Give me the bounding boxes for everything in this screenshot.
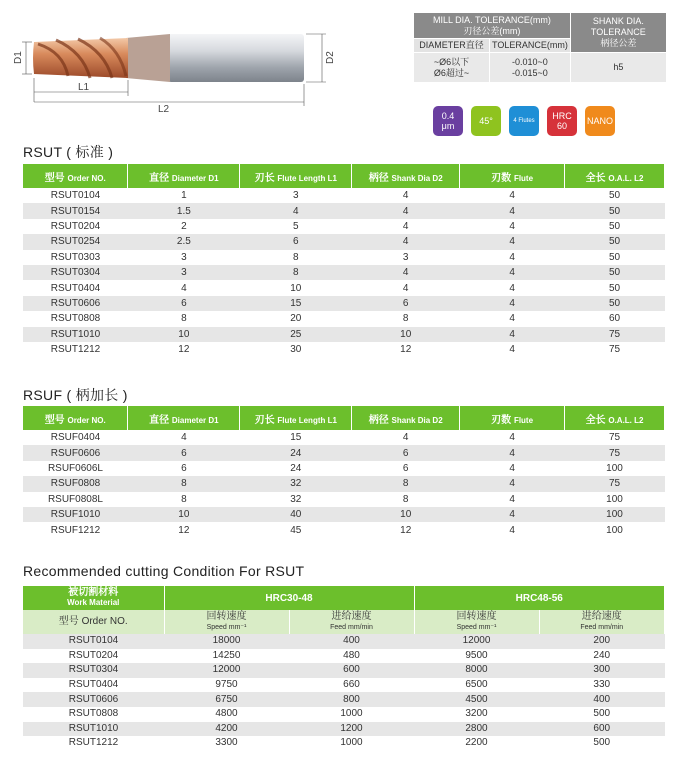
table-cell: 100 <box>565 507 665 522</box>
table-cell: 6 <box>352 296 460 311</box>
table-cell: 600 <box>539 722 665 737</box>
helix-angle-icon <box>471 106 501 136</box>
table-cell: 6 <box>402 462 409 474</box>
table-cell: 4 <box>460 234 565 249</box>
header-cn: 柄径 <box>368 172 389 184</box>
table-cell: 5 <box>293 220 299 232</box>
table-cell: 3 <box>293 190 299 202</box>
table-cell: 12 <box>400 524 412 536</box>
table-row <box>23 234 665 249</box>
table-cell: 100 <box>606 493 623 505</box>
table-row <box>23 342 665 357</box>
header-en: Shank Dia D2 <box>391 415 443 425</box>
table-cell: 4 <box>509 344 515 356</box>
rsut-header-5 <box>565 164 665 188</box>
header-cn: 全长 <box>585 414 606 426</box>
table-cell: RSUT0808 <box>50 313 101 325</box>
tolerance-table <box>413 12 667 83</box>
table-cell: RSUF0606 <box>23 445 128 460</box>
table-cell: 12 <box>400 344 412 356</box>
material-en: Work Material <box>67 598 120 607</box>
group-hrc48-56: HRC48-56 <box>414 586 665 610</box>
table-cell: 10 <box>352 327 460 342</box>
table-cell: 8 <box>240 265 352 280</box>
rsut-header-0 <box>23 164 128 188</box>
table-cell: 50 <box>565 296 665 311</box>
table-cell: 6750 <box>164 692 289 707</box>
table-cell: 30 <box>290 344 302 356</box>
table-cell: 15 <box>290 432 302 444</box>
icon-line-2: 60 <box>556 121 567 131</box>
table-cell: 75 <box>565 445 665 460</box>
table-cell: 60 <box>608 313 621 325</box>
table-row <box>23 736 665 751</box>
rsut-header-2 <box>240 164 352 188</box>
table-cell: 1200 <box>289 722 414 737</box>
table-cell: 400 <box>289 634 414 649</box>
table-cell: 6 <box>240 234 352 249</box>
table-cell: 15 <box>240 296 352 311</box>
table-row <box>23 707 665 722</box>
table-cell: RSUT1010 <box>23 722 164 737</box>
table-cell: 10 <box>128 507 240 522</box>
table-cell: RSUT0154 <box>23 203 128 218</box>
feed-cn-2: 进给速度 <box>581 610 622 622</box>
speed-cn-1: 回转速度 <box>206 610 247 622</box>
table-cell: 4 <box>509 220 515 232</box>
d1-label: D1 <box>13 51 24 64</box>
table-cell: 4 <box>402 282 409 294</box>
table-cell: 4 <box>460 296 565 311</box>
table-cell: 10 <box>290 282 302 294</box>
table-cell: 8 <box>352 476 460 491</box>
table-cell: 4 <box>352 265 460 280</box>
table-cell: 4 <box>460 507 565 522</box>
table-cell: 4 <box>181 282 187 294</box>
table-row <box>23 430 665 445</box>
table-cell: RSUF1212 <box>50 524 101 536</box>
table-cell: RSUT0606 <box>23 692 164 707</box>
icon-line-1: 0.4 <box>441 111 455 121</box>
table-cell: 50 <box>565 203 665 218</box>
table-cell: 600 <box>289 663 414 678</box>
table-cell: 9750 <box>215 679 238 691</box>
table-cell: 75 <box>565 476 665 491</box>
table-row <box>23 634 665 649</box>
table-cell: 75 <box>608 344 621 356</box>
table-cell: 10 <box>128 327 240 342</box>
table-cell: 4 <box>352 234 460 249</box>
sub-diameter: DIAMETER直径 <box>414 39 490 53</box>
table-cell: 4 <box>352 203 460 218</box>
table-row <box>23 461 665 476</box>
table-cell: 240 <box>593 649 611 661</box>
cutting-table <box>23 586 665 751</box>
table-cell: RSUT0204 <box>68 649 119 661</box>
table-cell: RSUF0808 <box>23 476 128 491</box>
table-cell: 9500 <box>465 649 488 661</box>
speed-cn-2: 回转速度 <box>456 610 497 622</box>
table-cell: 4 <box>460 265 565 280</box>
table-cell: 50 <box>565 234 665 249</box>
table-cell: 4 <box>402 432 409 444</box>
order-label: 型号 Order NO. <box>23 610 164 634</box>
header-en: O.A.L. L2 <box>608 415 644 425</box>
table-cell: 8 <box>181 313 187 325</box>
rsut-header-4 <box>460 164 565 188</box>
header-en: Shank Dia D2 <box>391 173 443 183</box>
table-cell: 50 <box>608 220 621 232</box>
table-cell: RSUT0104 <box>50 190 101 202</box>
table-row <box>23 476 665 491</box>
table-row <box>23 311 665 326</box>
header-en: Flute Length L1 <box>277 173 337 183</box>
header-cn: 刃长 <box>254 414 275 426</box>
header-cn: 直径 <box>149 414 170 426</box>
header-cn: 全长 <box>585 172 606 184</box>
header-cn: 型号 <box>44 414 65 426</box>
table-cell: 300 <box>539 663 665 678</box>
table-cell: 20 <box>290 313 302 325</box>
icon-line-1: NANO <box>586 116 613 126</box>
table-cell: 8 <box>293 251 299 263</box>
table-row <box>23 678 665 693</box>
rsuf-header-1 <box>128 406 240 430</box>
table-cell: 6 <box>181 462 187 474</box>
table-cell: 2 <box>181 220 187 232</box>
table-row <box>23 250 665 265</box>
nano-coating-icon <box>585 106 615 136</box>
feed-en-1: Feed mm/min <box>330 623 373 631</box>
table-cell: 6 <box>128 296 240 311</box>
cutting-title: Recommended cutting Condition For RSUT <box>23 563 305 579</box>
table-cell: RSUF0606L <box>47 462 103 474</box>
l1-label: L1 <box>78 82 90 93</box>
feature-icons <box>433 106 615 136</box>
header-en: O.A.L. L2 <box>608 173 644 183</box>
table-row <box>23 296 665 311</box>
table-cell: 10 <box>352 507 460 522</box>
table-cell: 4500 <box>414 692 539 707</box>
table-row <box>23 280 665 295</box>
table-cell: 14250 <box>212 649 241 661</box>
rsuf-header-3 <box>352 406 460 430</box>
table-cell: 2.5 <box>128 234 240 249</box>
table-cell: 800 <box>289 692 414 707</box>
table-cell: RSUT0254 <box>23 234 128 249</box>
table-cell: 4 <box>402 190 409 202</box>
table-cell: 100 <box>606 462 623 474</box>
table-cell: 4 <box>509 313 515 325</box>
flutes-icon <box>509 106 539 136</box>
table-cell: 480 <box>343 649 360 661</box>
header-en: Flute <box>513 173 534 183</box>
table-cell: 6 <box>128 445 240 460</box>
table-cell: 2800 <box>414 722 539 737</box>
table-row <box>23 203 665 218</box>
rsut-header-3 <box>352 164 460 188</box>
table-row <box>23 722 665 737</box>
speed-en-1: Speed mm⁻¹ <box>206 623 247 631</box>
header-en: Diameter D1 <box>171 173 219 183</box>
table-cell: 1000 <box>340 708 363 720</box>
header-en: Flute Length L1 <box>277 415 337 425</box>
table-row <box>23 219 665 234</box>
table-row <box>23 507 665 522</box>
table-cell: 500 <box>593 708 611 720</box>
table-cell: 4 <box>509 524 515 536</box>
table-cell: 4 <box>460 445 565 460</box>
table-cell: RSUT0304 <box>23 265 128 280</box>
table-cell: 50 <box>565 265 665 280</box>
header-cn: 刃长 <box>254 172 275 184</box>
header-en: Order NO. <box>67 173 106 183</box>
table-cell: 40 <box>240 507 352 522</box>
table-cell: RSUT0304 <box>23 663 164 678</box>
feed-en-2: Feed mm/min <box>580 623 624 631</box>
row2-tol: -0.015~0 <box>512 67 548 78</box>
table-cell: 4 <box>509 432 515 444</box>
table-cell: RSUF1010 <box>23 507 128 522</box>
table-cell: 4 <box>460 203 565 218</box>
material-cn: 被切割材料 <box>68 587 119 598</box>
header-en: Diameter D1 <box>171 415 219 425</box>
table-cell: 12000 <box>164 663 289 678</box>
table-row <box>23 522 665 537</box>
table-row <box>23 663 665 678</box>
table-cell: RSUT0303 <box>50 251 101 263</box>
hardness-icon <box>547 106 577 136</box>
rsuf-table <box>23 406 665 538</box>
table-cell: 1 <box>181 190 187 202</box>
rsuf-header-4 <box>460 406 565 430</box>
table-cell: RSUT0404 <box>50 282 101 294</box>
table-cell: 24 <box>240 445 352 460</box>
table-cell: 8 <box>402 493 409 505</box>
table-cell: 4 <box>181 432 187 444</box>
table-cell: 6500 <box>465 679 488 691</box>
shank-header-en-1: SHANK DIA. <box>592 16 644 26</box>
rsut-title: RSUT ( 标准 ) <box>23 144 114 160</box>
speed-en-2: Speed mm⁻¹ <box>456 623 497 631</box>
sub-tolerance: TOLERANCE(mm) <box>490 39 571 53</box>
table-cell: 12 <box>178 524 190 536</box>
table-cell: 3 <box>402 251 409 263</box>
table-row <box>23 265 665 280</box>
shank <box>168 34 304 82</box>
table-cell: RSUT1212 <box>50 344 101 356</box>
table-cell: 8 <box>181 493 187 505</box>
table-cell: RSUT1010 <box>23 327 128 342</box>
table-cell: 400 <box>539 692 665 707</box>
table-cell: 4 <box>509 251 515 263</box>
end-mill-drawing <box>8 6 338 116</box>
table-row <box>23 188 665 203</box>
table-cell: 50 <box>608 282 621 294</box>
table-cell: RSUF0404 <box>50 432 101 444</box>
group-hrc30-48: HRC30-48 <box>164 586 414 610</box>
table-cell: 45 <box>290 524 302 536</box>
header-cn: 刃数 <box>491 172 512 184</box>
shank-tolerance-value: h5 <box>570 53 666 83</box>
rsuf-title: RSUF ( 柄加长 ) <box>23 387 128 403</box>
table-cell: 50 <box>608 190 621 202</box>
row2-dia: Ø6超过~ <box>433 67 470 78</box>
table-cell: 12000 <box>414 634 539 649</box>
table-cell: RSUT0808 <box>68 708 119 720</box>
d2-label: D2 <box>325 51 336 64</box>
tolerance-header-en: MILL DIA. TOLERANCE(mm) <box>432 14 551 25</box>
table-cell: 25 <box>240 327 352 342</box>
icon-line-1: 4 Flutes <box>513 118 535 124</box>
table-cell: 200 <box>539 634 665 649</box>
table-row <box>23 649 665 664</box>
table-row <box>23 692 665 707</box>
table-cell: 4200 <box>164 722 289 737</box>
table-cell: RSUT0404 <box>68 679 119 691</box>
table-cell: 75 <box>565 327 665 342</box>
table-cell: 24 <box>290 462 302 474</box>
grain-size-icon <box>433 106 463 136</box>
table-cell: 4 <box>460 327 565 342</box>
icon-line-1: 45° <box>479 116 493 126</box>
table-row <box>23 445 665 460</box>
feed-cn-1: 进给速度 <box>331 610 372 622</box>
shank-header-cn: 柄径公差 <box>600 38 637 48</box>
table-cell: 3 <box>181 251 187 263</box>
table-cell: 4 <box>460 476 565 491</box>
rsuf-header-5 <box>565 406 665 430</box>
header-cn: 型号 <box>44 172 65 184</box>
rsuf-header-0 <box>23 406 128 430</box>
table-cell: 32 <box>290 493 302 505</box>
table-cell: 500 <box>593 737 611 749</box>
table-cell: 4 <box>509 282 515 294</box>
table-cell: 6 <box>352 445 460 460</box>
table-cell: 330 <box>593 679 611 691</box>
table-cell: 12 <box>178 344 190 356</box>
table-cell: RSUF0808L <box>47 493 103 505</box>
header-en: Flute <box>513 415 534 425</box>
table-cell: RSUT0204 <box>50 220 101 232</box>
tolerance-header-cn: 刃径公差(mm) <box>463 25 521 36</box>
header-cn: 刃数 <box>491 414 512 426</box>
table-cell: 50 <box>608 251 621 263</box>
shank-header-en-2: TOLERANCE <box>590 27 646 37</box>
table-cell: 4 <box>240 203 352 218</box>
table-cell: RSUT1212 <box>68 737 119 749</box>
icon-line-2: μm <box>441 121 455 131</box>
table-cell: 1000 <box>340 737 363 749</box>
rsut-table <box>23 164 665 357</box>
table-cell: 3 <box>128 265 240 280</box>
table-cell: 8 <box>128 476 240 491</box>
table-cell: 32 <box>240 476 352 491</box>
table-cell: 8 <box>402 313 409 325</box>
table-cell: 3300 <box>215 737 238 749</box>
table-row <box>23 492 665 507</box>
table-cell: 8000 <box>414 663 539 678</box>
table-cell: 660 <box>343 679 360 691</box>
table-cell: 100 <box>606 524 623 536</box>
table-cell: RSUT0606 <box>23 296 128 311</box>
table-cell: 4 <box>509 190 515 202</box>
table-cell: 2200 <box>465 737 488 749</box>
table-cell: 4800 <box>215 708 238 720</box>
row1-dia: ~Ø6以下 <box>433 56 470 67</box>
table-cell: 4 <box>509 462 515 474</box>
table-cell: 75 <box>608 432 621 444</box>
row1-tol: -0.010~0 <box>512 56 548 67</box>
neck <box>126 34 170 82</box>
header-cn: 柄径 <box>368 414 389 426</box>
table-cell: 4 <box>402 220 409 232</box>
header-cn: 直径 <box>149 172 170 184</box>
rsut-header-1 <box>128 164 240 188</box>
icon-line-1: HRC <box>552 111 572 121</box>
table-row <box>23 327 665 342</box>
table-cell: 3200 <box>465 708 488 720</box>
header-en: Order NO. <box>67 415 106 425</box>
rsuf-header-2 <box>240 406 352 430</box>
l2-label: L2 <box>158 104 170 115</box>
table-cell: 4 <box>509 493 515 505</box>
table-cell: RSUT0104 <box>23 634 164 649</box>
table-cell: 1.5 <box>128 203 240 218</box>
table-cell: 18000 <box>164 634 289 649</box>
